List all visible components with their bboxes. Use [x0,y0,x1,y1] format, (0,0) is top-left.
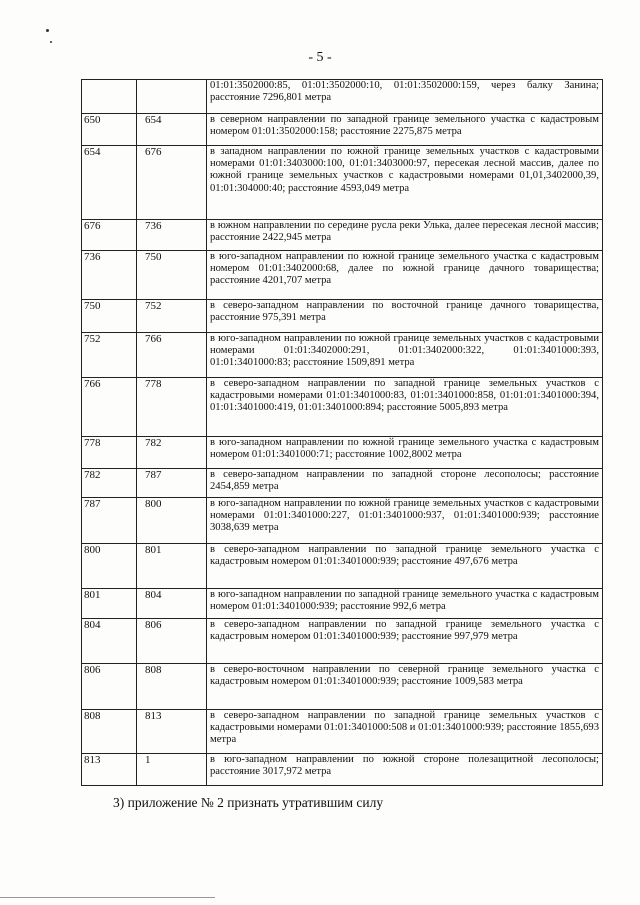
table-row [82,589,603,619]
table-row [82,498,603,544]
point-to: 752 [137,300,207,333]
table-row [82,544,603,589]
point-to: 808 [137,664,207,710]
segment-description: в северо-западном направлении по западной границе земельного участка с кадастровым номером 01:01:3401000:939; расстояние 497,676 метра [207,544,603,589]
table-row [82,664,603,710]
segment-description: в юго-западном направлении по западной границе земельного участка с кадастровым номером 01:01:3401000:939; расстояние 992,6 метра [207,589,603,619]
point-to: 736 [137,220,207,251]
point-from: 806 [82,664,137,710]
segment-description: 01:01:3502000:85, 01:01:3502000:10, 01:01:3502000:159, через балку Занина; расстояние 7296,801 метра [207,80,603,114]
point-to: 804 [137,589,207,619]
point-from: 650 [82,114,137,146]
point-from [82,80,137,114]
point-to: 801 [137,544,207,589]
segment-description: в юго-западном направлении по южной стороне полезащитной лесополосы; расстояние 3017,972 метра [207,754,603,786]
point-to: 676 [137,146,207,220]
table-row [82,378,603,437]
point-to: 766 [137,333,207,378]
segment-description: в северном направлении по западной границе земельного участка с кадастровым номером 01:01:3502000:158; расстояние 2275,875 метра [207,114,603,146]
segment-description: в северо-западном направлении по западной границе земельных участков с кадастровыми номерами 01:01:3401000:83, 01:01:3401000:858, 01:01:01:3401000:394, 01:01:3401000:419, 01:01:3401000:894; расстояние 5005,893 метра [207,378,603,437]
segment-description: в юго-западном направлении по южной границе земельных участков с кадастровыми номерами 01:01:3401000:227, 01:01:3401000:937, 01:01:3401000:939; расстояние 3038,639 метра [207,498,603,544]
segment-description: в северо-западном направлении по западной границе земельного участка с кадастровым номером 01:01:3401000:939; расстояние 997,979 метра [207,619,603,664]
table-row [82,437,603,469]
segment-description: в северо-восточном направлении по северной границе земельного участка с кадастровым номером 01:01:3401000:939; расстояние 1009,583 метра [207,664,603,710]
table-row [82,114,603,146]
point-from: 736 [82,251,137,300]
page-number: - 5 - [308,50,332,65]
table-row [82,754,603,786]
scan-edge-line [0,897,215,898]
point-to: 813 [137,710,207,754]
point-to: 800 [137,498,207,544]
segment-description: в юго-западном направлении по южной границе земельных участков с кадастровыми номерами 01:01:3402000:291, 01:01:3402000:322, 01:01:3401000:393, 01:01:3401000:83; расстояние 1509,891 метра [207,333,603,378]
segment-description: в северо-западном направлении по западной стороне лесополосы; расстояние 2454,859 метра [207,469,603,498]
segment-description: в северо-западном направлении по западной границе земельных участков с кадастровыми номерами 01:01:3401000:508 и 01:01:3401000:939; расстояние 1855,693 метра [207,710,603,754]
point-from: 778 [82,437,137,469]
boundary-table [81,79,603,786]
point-to: 806 [137,619,207,664]
segment-description: в юго-западном направлении по южной границе земельного участка с кадастровым номером 01:01:3402000:68, далее по южной границе дачного товарищества; расстояние 4201,707 метра [207,251,603,300]
point-from: 813 [82,754,137,786]
segment-description: в северо-западном направлении по восточной границе дачного товарищества, расстояние 975,391 метра [207,300,603,333]
point-to: 782 [137,437,207,469]
point-from: 804 [82,619,137,664]
table-row [82,80,603,114]
point-from: 787 [82,498,137,544]
point-to: 654 [137,114,207,146]
point-from: 782 [82,469,137,498]
segment-description: в южном направлении по середине русла реки Улька, далее пересекая лесной массив; расстояние 2422,945 метра [207,220,603,251]
table-row [82,469,603,498]
table-row [82,300,603,333]
point-from: 654 [82,146,137,220]
point-from: 766 [82,378,137,437]
scan-speck [50,41,52,43]
point-from: 676 [82,220,137,251]
table-row [82,251,603,300]
table-row [82,710,603,754]
point-from: 750 [82,300,137,333]
point-to: 778 [137,378,207,437]
closing-clause: 3) приложение № 2 признать утратившим силу [113,795,384,810]
point-from: 808 [82,710,137,754]
point-to: 1 [137,754,207,786]
point-to: 787 [137,469,207,498]
table-row [82,146,603,220]
point-from: 752 [82,333,137,378]
scan-speck [46,29,49,32]
segment-description: в западном направлении по южной границе земельных участков с кадастровыми номерами 01:01:3403000:100, 01:01:3403000:97, пересекая лесной массив, далее по южной границе земельных участков с кадастровыми номерами 01,01,3402000,39, 01:01:304000:40; расстояние 4593,049 метра [207,146,603,220]
point-to: 750 [137,251,207,300]
point-from: 801 [82,589,137,619]
point-to [137,80,207,114]
segment-description: в юго-западном направлении по южной границе земельного участка с кадастровым номером 01:01:3401000:71; расстояние 1002,8002 метра [207,437,603,469]
table-row [82,619,603,664]
point-from: 800 [82,544,137,589]
table-row [82,220,603,251]
table-row [82,333,603,378]
